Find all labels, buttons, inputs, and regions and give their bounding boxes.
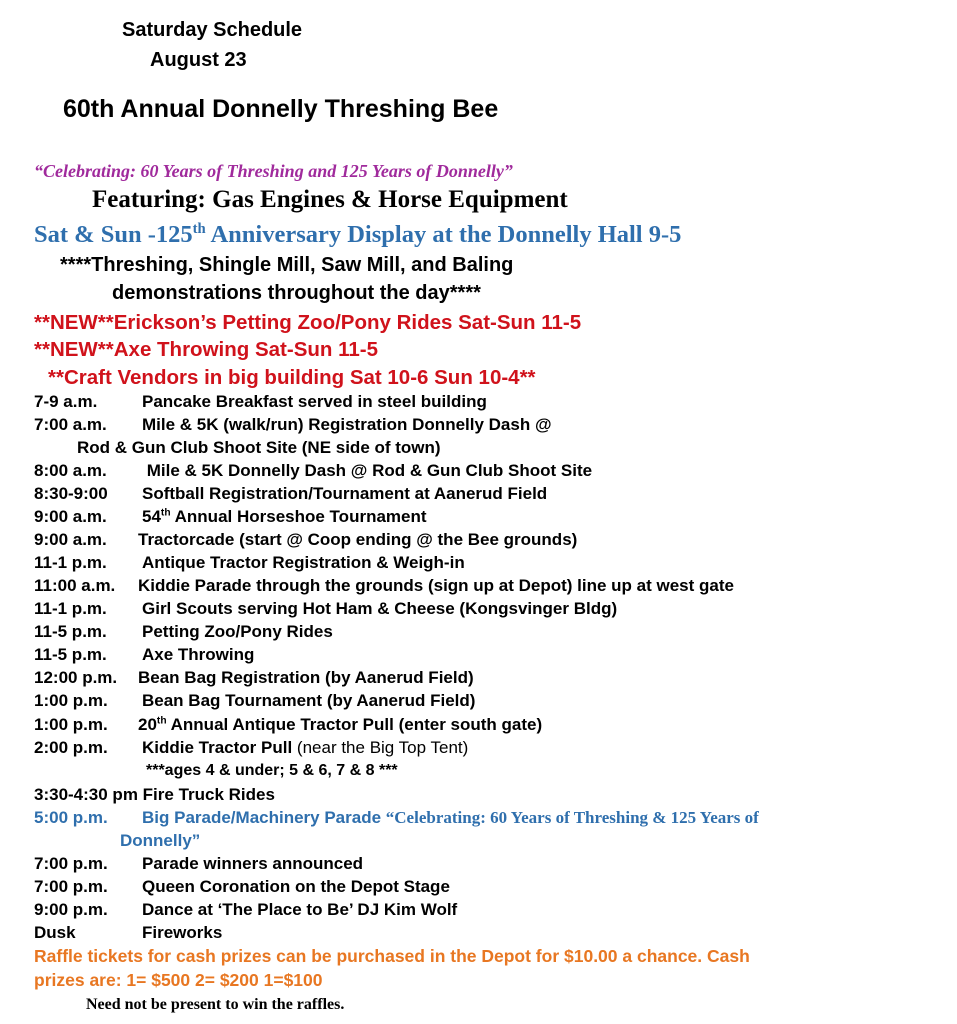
schedule-row: 7:00 p.m. Parade winners announced [34, 854, 364, 873]
demonstrations-line-2: demonstrations throughout the day**** [112, 282, 481, 304]
schedule-date: August 23 [150, 49, 247, 71]
schedule-row: Dusk Fireworks [34, 923, 223, 942]
raffle-info-line-2: prizes are: 1= $500 2= $200 1=$100 [34, 970, 323, 990]
schedule-row: 9:00 a.m. 54th Annual Horseshoe Tournament [34, 507, 427, 526]
raffle-note: Need not be present to win the raffles. [86, 996, 345, 1013]
new-axe-throwing: **NEW**Axe Throwing Sat-Sun 11-5 [34, 338, 379, 361]
schedule-row: 7:00 p.m. Queen Coronation on the Depot Stage [34, 877, 450, 896]
schedule-row: 11-1 p.m. Antique Tractor Registration & Weigh-in [34, 553, 465, 572]
schedule-row: 12:00 p.m. Bean Bag Registration (by Aanerud Field) [34, 668, 474, 687]
schedule-row: 9:00 p.m. Dance at ‘The Place to Be’ DJ Kim Wolf [34, 900, 458, 919]
schedule-row: 11:00 a.m. Kiddie Parade through the grounds (sign up at Depot) line up at west gate [34, 576, 734, 595]
anniversary-sup: th [192, 220, 206, 237]
schedule-row-continuation: ***ages 4 & under; 5 & 6, 7 & 8 *** [146, 762, 398, 779]
anniversary-pre: Sat & Sun -125 [34, 221, 193, 248]
craft-vendors: **Craft Vendors in big building Sat 10-6 Sun 10-4** [48, 366, 536, 389]
schedule-row: 7:00 a.m. Mile & 5K (walk/run) Registration Donnelly Dash @ [34, 415, 552, 434]
schedule-row: 11-5 p.m. Petting Zoo/Pony Rides [34, 622, 333, 641]
featuring-line: Featuring: Gas Engines & Horse Equipment [92, 186, 568, 213]
schedule-row-big-parade: 5:00 p.m. Big Parade/Machinery Parade “Celebrating: 60 Years of Threshing & 125 Years of [34, 808, 759, 827]
page-title: 60th Annual Donnelly Threshing Bee [63, 95, 499, 123]
schedule-row-continuation: Rod & Gun Club Shoot Site (NE side of town) [77, 438, 441, 457]
schedule-row: 11-5 p.m. Axe Throwing [34, 645, 255, 664]
schedule-row-continuation: Donnelly” [120, 831, 201, 850]
new-petting-zoo: **NEW**Erickson’s Petting Zoo/Pony Rides Sat-Sun 11-5 [34, 311, 582, 334]
schedule-row: 8:00 a.m. Mile & 5K Donnelly Dash @ Rod & Gun Club Shoot Site [34, 461, 593, 480]
celebrating-tagline: “Celebrating: 60 Years of Threshing and 125 Years of Donnelly” [34, 161, 513, 181]
anniversary-display [34, 221, 681, 249]
schedule-row: 7-9 a.m. Pancake Breakfast served in steel building [34, 392, 487, 411]
schedule-heading: Saturday Schedule [122, 19, 303, 41]
schedule-row: 2:00 p.m. Kiddie Tractor Pull (near the Big Top Tent) [34, 738, 469, 757]
raffle-info-line-1: Raffle tickets for cash prizes can be purchased in the Depot for $10.00 a chance. Cash [34, 946, 750, 966]
anniversary-post: Anniversary Display at the Donnelly Hall 9-5 [205, 221, 682, 248]
demonstrations-line-1: ****Threshing, Shingle Mill, Saw Mill, and Baling [60, 254, 514, 276]
schedule-row: 1:00 p.m. Bean Bag Tournament (by Aanerud Field) [34, 691, 476, 710]
schedule-row: 11-1 p.m. Girl Scouts serving Hot Ham & Cheese (Kongsvinger Bldg) [34, 599, 618, 618]
schedule-row: 1:00 p.m. 20th Annual Antique Tractor Pull (enter south gate) [34, 715, 543, 734]
schedule-row: 9:00 a.m. Tractorcade (start @ Coop ending @ the Bee grounds) [34, 530, 578, 549]
schedule-row: 3:30-4:30 pm Fire Truck Rides [34, 785, 275, 804]
schedule-row: 8:30-9:00 Softball Registration/Tournament at Aanerud Field [34, 484, 548, 503]
